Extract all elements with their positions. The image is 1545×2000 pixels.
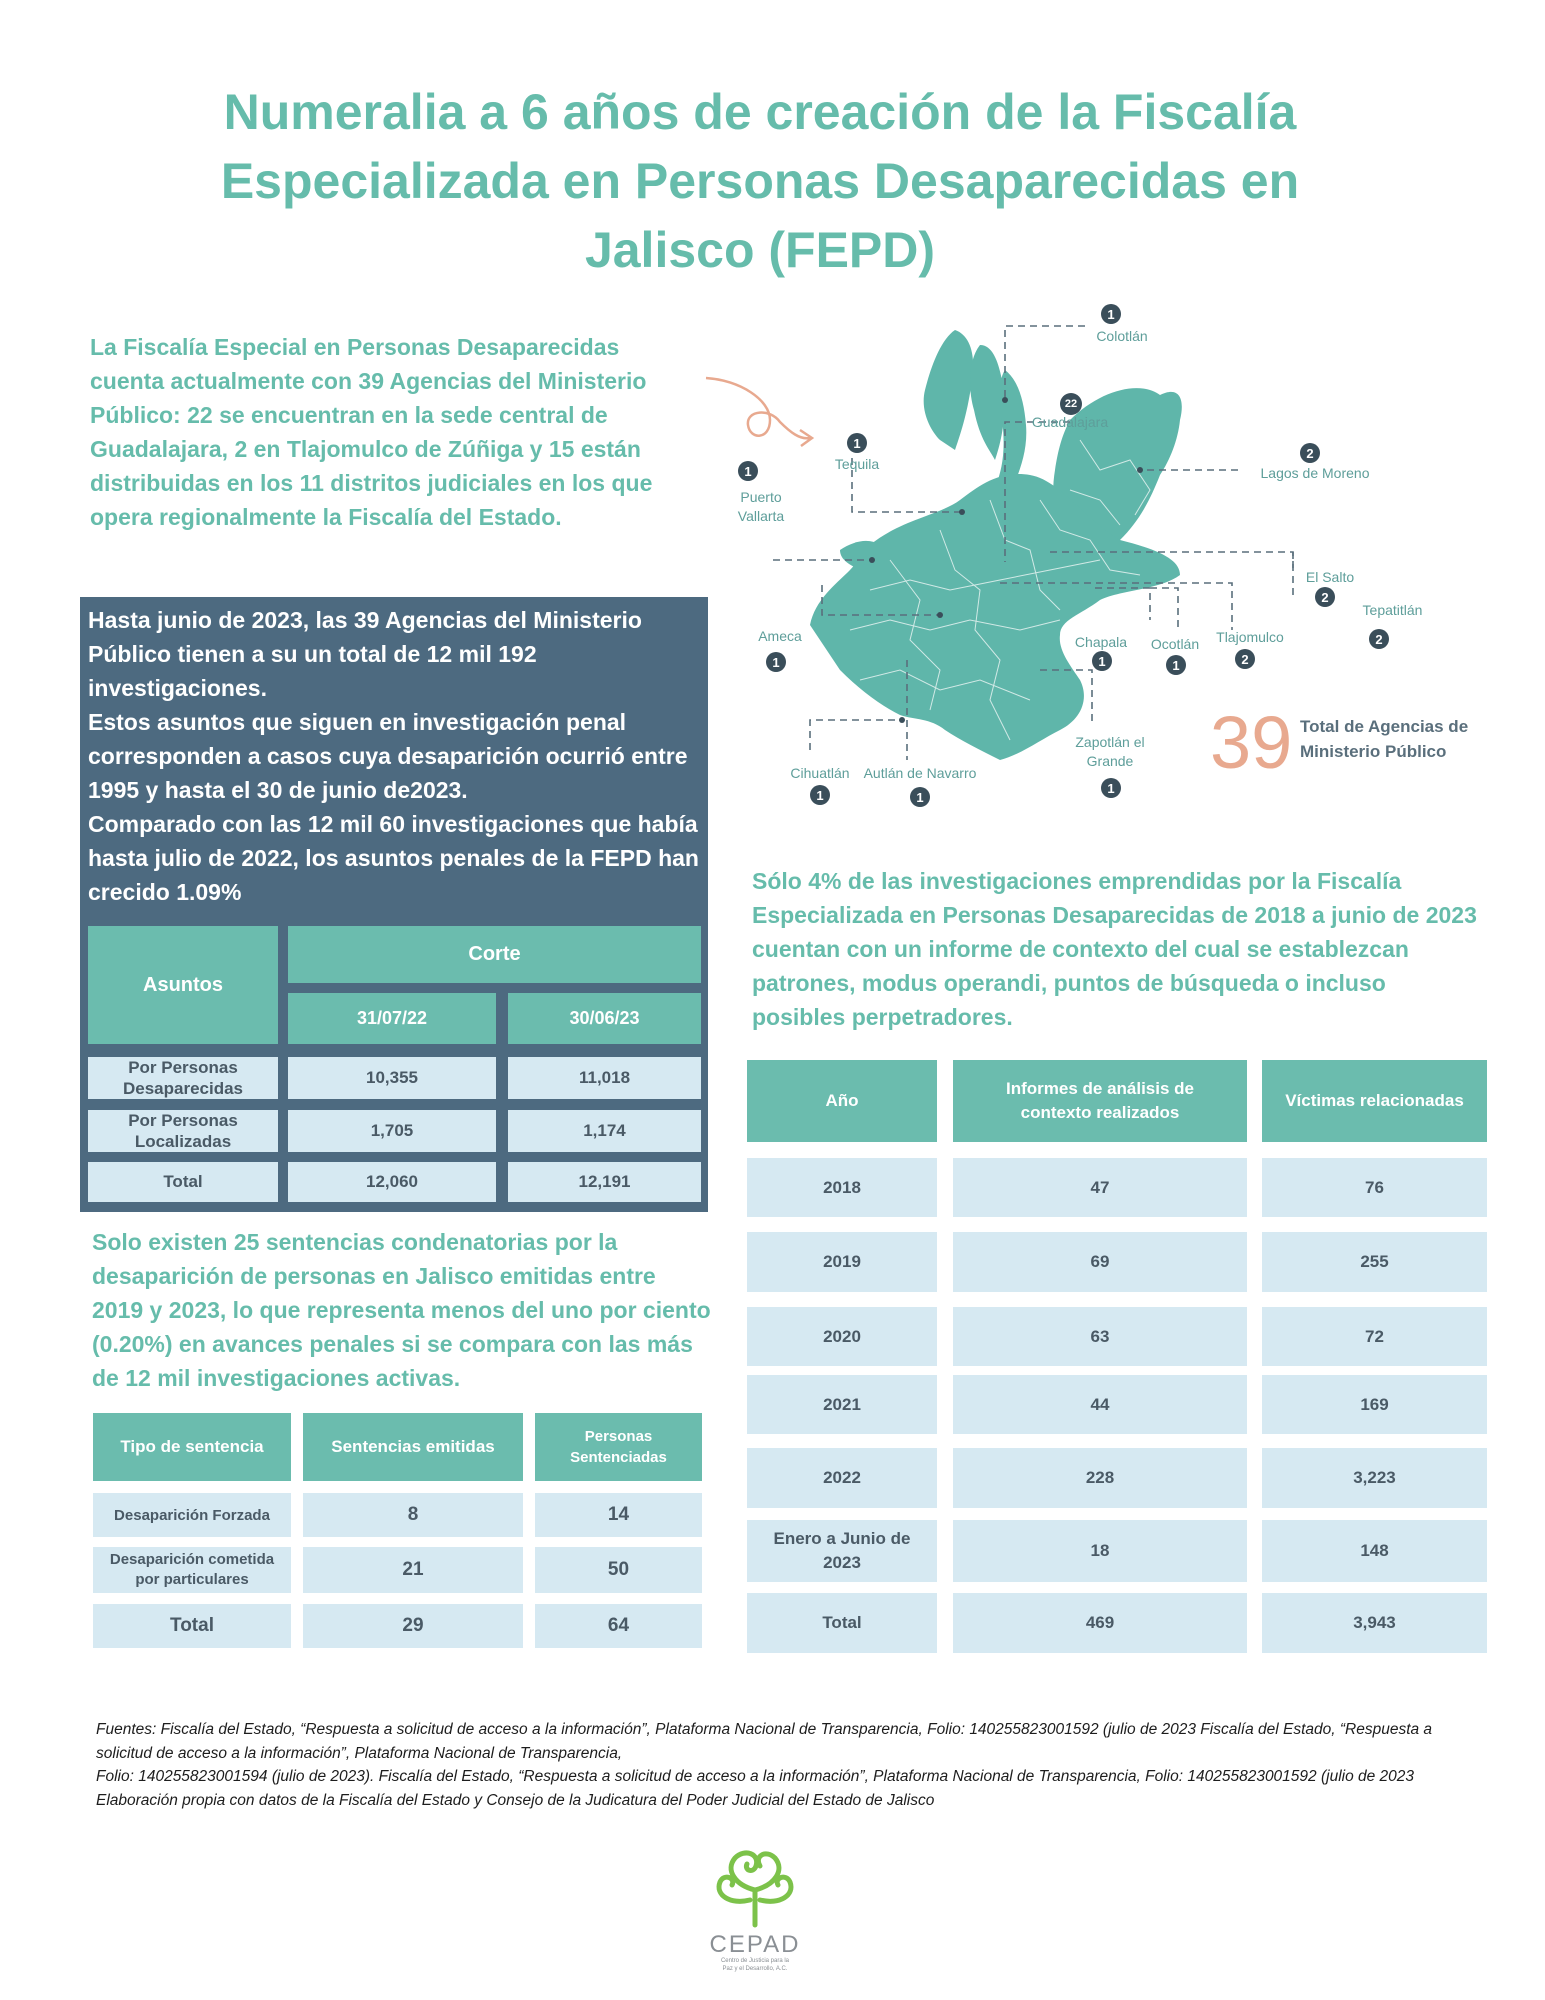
table-cell: 255 [1262, 1232, 1487, 1292]
count-badge: 1 [1092, 651, 1112, 671]
table-cell: 76 [1262, 1158, 1487, 1217]
source-line: Fuentes: Fiscalía del Estado, “Respuesta a solicitud de acceso a la información”, Plataforma Nacional de Transparencia, Folio: 140255823001592 (julio de 2023 Fiscalía del Estado, “Respuesta a solicitud de acceso a la información”, Plataforma Nacional de Transparencia, [96, 1721, 1433, 1762]
count-badge: 1 [1166, 655, 1186, 675]
map-label-guadalajara: Guadalajara [1031, 414, 1109, 430]
table-cell: 1,705 [288, 1110, 496, 1152]
count-badge: 1 [1101, 304, 1121, 324]
panel-paragraph: Hasta junio de 2023, las 39 Agencias del Ministerio Público tienen a su un total de 12 mil 192 investigaciones. [88, 607, 642, 701]
map-label-puerto-vallarta: Puerto Vallarta [737, 489, 785, 524]
asuntos-header: Asuntos [88, 926, 278, 1044]
count-badge: 1 [766, 652, 786, 672]
table-cell: 3,943 [1262, 1593, 1487, 1653]
table-cell: 72 [1262, 1307, 1487, 1366]
table-row-label: 2018 [747, 1158, 937, 1217]
table-header: Sentencias emitidas [303, 1413, 523, 1481]
table-row-label: Desaparición cometida por particulares [93, 1547, 291, 1593]
table-cell: 18 [953, 1520, 1247, 1582]
table-cell: 50 [535, 1547, 702, 1593]
table-cell: 169 [1262, 1375, 1487, 1434]
table-cell: 63 [953, 1307, 1247, 1366]
table-row-label: 2021 [747, 1375, 937, 1434]
map-label-ameca: Ameca [758, 628, 802, 644]
table-cell: 1,174 [508, 1110, 701, 1152]
date-header-2022: 31/07/22 [288, 993, 496, 1044]
tree-logo-icon [690, 1840, 820, 1930]
table-row-label: 2022 [747, 1448, 937, 1508]
table-cell: 12,191 [508, 1162, 701, 1202]
count-badge: 2 [1369, 629, 1389, 649]
count-badge: 22 [1060, 393, 1082, 415]
page-title: Numeralia a 6 años de creación de la Fiscalía Especializada en Personas Desaparecidas en Jalisco (FEPD) [220, 84, 1300, 278]
table-row-label: 2020 [747, 1307, 937, 1366]
table-cell: 12,060 [288, 1162, 496, 1202]
intro-paragraph: La Fiscalía Especial en Personas Desaparecidas cuenta actualmente con 39 Agencias del Ministerio Público: 22 se encuentran en la sede central de Guadalajara, 2 en Tlajomulco de Zúñiga y 15 están distribuidas en los 11 distritos judiciales en los que opera regionalmente la Fiscalía del Estado. [90, 334, 653, 530]
map-label-tlajomulco: Tlajomulco [1216, 629, 1284, 645]
table-cell: 14 [535, 1493, 702, 1537]
logo-wordmark: CEPAD [709, 1931, 801, 1958]
panel-paragraph: Estos asuntos que siguen en investigación penal corresponden a casos cuya desaparición ocurrió entre 1995 y hasta el 30 de junio de2023. [88, 709, 688, 803]
map-label-zapotlan: Zapotlán el Grande [1075, 734, 1145, 769]
count-badge: 2 [1300, 443, 1320, 463]
table-row-label: Total [747, 1593, 937, 1653]
table-cell: 44 [953, 1375, 1247, 1434]
map-label-tequila: Tequila [834, 456, 880, 472]
table-header: Tipo de sentencia [93, 1413, 291, 1481]
table-header: Personas Sentenciadas [535, 1413, 702, 1481]
investigations-panel-text [88, 603, 704, 909]
table-cell: 148 [1262, 1520, 1487, 1582]
count-badge: 1 [910, 787, 930, 807]
panel-paragraph: Comparado con las 12 mil 60 investigaciones que había hasta julio de 2022, los asuntos penales de la FEPD han crecido 1.09% [88, 811, 699, 905]
table-cell: 3,223 [1262, 1448, 1487, 1508]
table-cell: 64 [535, 1604, 702, 1648]
table-row-label: Total [88, 1162, 278, 1202]
sentencias-paragraph: Solo existen 25 sentencias condenatorias por la desaparición de personas en Jalisco emitidas entre 2019 y 2023, lo que representa menos del uno por ciento (0.20%) en avances penales si se compara con las más de 12 mil investigaciones activas. [92, 1229, 711, 1391]
count-badge: 1 [847, 433, 867, 453]
table-row-label: Por Personas Localizadas [88, 1110, 278, 1152]
source-line: Elaboración propia con datos de la Fiscalía del Estado y Consejo de la Judicatura del Poder Judicial del Estado de Jalisco [96, 1791, 935, 1809]
count-badge: 1 [738, 461, 758, 481]
map-label-chapala: Chapala [1074, 634, 1128, 650]
count-badge: 1 [810, 785, 830, 805]
table-header: Informes de análisis de contexto realizados [953, 1060, 1247, 1142]
map-label-lagos-de-moreno: Lagos de Moreno [1260, 465, 1370, 481]
map-label-colotlan: Colotlán [1096, 328, 1148, 344]
total-agencias-number: 39 [1210, 701, 1293, 784]
count-badge: 2 [1315, 587, 1335, 607]
count-badge: 2 [1235, 649, 1255, 669]
table-cell: 228 [953, 1448, 1247, 1508]
corte-header: Corte [288, 926, 701, 983]
table-cell: 8 [303, 1493, 523, 1537]
map-label-cihuatlan: Cihuatlán [790, 765, 850, 781]
table-row-label: Total [93, 1604, 291, 1648]
table-cell: 69 [953, 1232, 1247, 1292]
source-line: Folio: 140255823001594 (julio de 2023). Fiscalía del Estado, “Respuesta a solicitud de acceso a la información”, Plataforma Nacional de Transparencia, Folio: 140255823001592 (julio de 2023 [96, 1768, 1415, 1785]
map-label-ocotlan: Ocotlán [1150, 636, 1200, 652]
table-cell: 469 [953, 1593, 1247, 1653]
table-cell: 29 [303, 1604, 523, 1648]
table-cell: 11,018 [508, 1057, 701, 1099]
logo-tagline: Centro de Justicia para la Paz y el Desarrollo, A.C. [720, 1958, 790, 1972]
date-header-2023: 30/06/23 [508, 993, 701, 1044]
table-cell: 21 [303, 1547, 523, 1593]
sources-footnote [96, 1718, 1476, 1812]
map-label-autlan: Autlán de Navarro [863, 765, 977, 781]
table-row-label: 2019 [747, 1232, 937, 1292]
table-row-label: Desaparición Forzada [93, 1493, 291, 1537]
table-row-label: Por Personas Desaparecidas [88, 1057, 278, 1099]
table-cell: 47 [953, 1158, 1247, 1217]
count-badge: 1 [1101, 778, 1121, 798]
total-agencias-label: Total de Agencias de Ministerio Público [1300, 717, 1469, 761]
map-label-el-salto: El Salto [1305, 569, 1355, 585]
table-header: Año [747, 1060, 937, 1142]
table-header: Víctimas relacionadas [1262, 1060, 1487, 1142]
informes-paragraph: Sólo 4% de las investigaciones emprendidas por la Fiscalía Especializada en Personas Desaparecidas de 2018 a junio de 2023 cuentan con un informe de contexto del cual se establezcan patrones, modus operandi, puntos de búsqueda o incluso posibles perpetradores. [752, 868, 1477, 1030]
map-label-tepatitlan: Tepatitlán [1362, 602, 1423, 618]
table-cell: 10,355 [288, 1057, 496, 1099]
cepad-logo [690, 1840, 820, 1970]
table-row-label: Enero a Junio de 2023 [747, 1520, 937, 1582]
